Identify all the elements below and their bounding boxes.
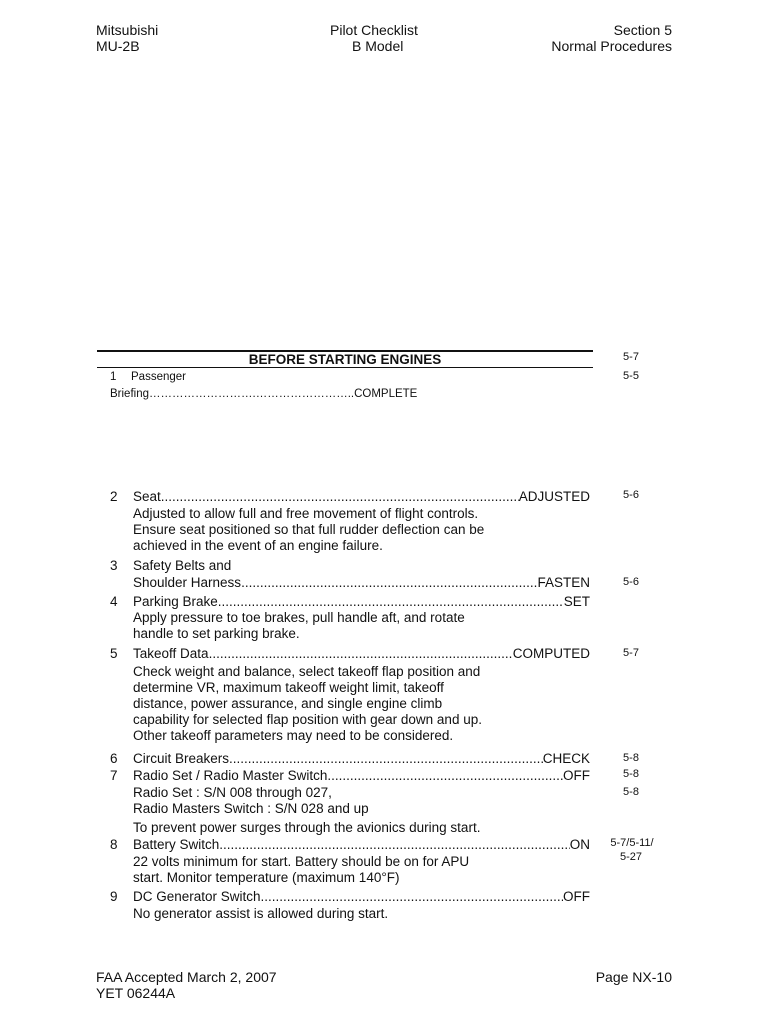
item1-label2: Briefing [110,388,149,400]
item3-number: 3 [110,558,118,573]
item2-note-2: Ensure seat positioned so that full rudder deflection can be [133,522,485,537]
item4-note-1: Apply pressure to toe brakes, pull handle aft, and rotate [133,610,465,625]
item3-label: Shoulder Harness [133,575,242,590]
item7-label: Radio Set / Radio Master Switch [133,768,328,783]
item8-note-2: start. Monitor temperature (maximum 140°F) [133,870,400,885]
header-manufacturer: Mitsubishi [96,22,159,38]
item7-leader-dots [327,768,563,784]
item7-ref: 5-8 [623,768,639,780]
item5-note-5: Other takeoff parameters may need to be considered. [133,728,454,743]
header-doc-subtitle: B Model [352,38,404,54]
item8-note-1: 22 volts minimum for start. Battery should be on for APU [133,854,470,869]
header-doc-title: Pilot Checklist [330,22,418,38]
item7-sub-ref: 5-8 [623,786,639,798]
item7-sub-1: Radio Set : S/N 008 through 027, [133,785,332,800]
item2-note-3: achieved in the event of an engine failure. [133,538,383,553]
item6-label: Circuit Breakers [133,751,230,766]
item2-label: Seat [133,489,161,504]
item3-ref: 5-6 [623,576,639,588]
header-section-title: Normal Procedures [551,38,672,54]
item5-number: 5 [110,646,118,661]
footer-page-number: Page NX-10 [595,969,672,985]
item3-value: FASTEN [537,575,590,590]
item2-note-1: Adjusted to allow full and free movement of flight controls. [133,506,479,521]
item5-label: Takeoff Data [133,646,209,661]
item8-ref-line2: 5-27 [619,851,643,863]
title-rule-bottom [97,367,593,368]
footer-doc-number: YET 06244A [96,985,176,1001]
item6-value: CHECK [542,751,590,766]
item4-leader-dots [218,594,564,610]
item3-row [133,575,590,591]
item6-number: 6 [110,751,118,766]
item7-row [133,768,590,784]
item8-row [133,837,590,853]
item1-dots: ……………………….…………………….. [149,388,355,400]
item5-note-3: distance, power assurance, and single engine climb [133,696,443,711]
item7-sub-2: Radio Masters Switch : S/N 028 and up [133,801,369,816]
item8-label: Battery Switch [133,837,220,852]
item2-leader-dots [161,489,519,505]
item2-ref: 5-6 [623,489,639,501]
item7-value: OFF [563,768,590,783]
item6-leader-dots [229,751,543,767]
item9-value: OFF [563,889,590,904]
item2-number: 2 [110,489,118,504]
item6-row [133,751,590,767]
item4-note-2: handle to set parking brake. [133,626,300,641]
item4-value: SET [563,594,590,609]
item1-label: Passenger [131,371,186,383]
item1-value: COMPLETE [354,388,418,400]
item8-number: 8 [110,837,118,852]
item8-ref-line1: 5-7/5-11/ [610,837,654,849]
item5-leader-dots [209,646,513,662]
item9-note-1: No generator assist is allowed during start. [133,906,389,921]
footer-approval: FAA Accepted March 2, 2007 [96,969,277,985]
item1-line2 [110,388,417,400]
item8-value: ON [569,837,590,852]
item9-leader-dots [261,889,563,905]
item6-ref: 5-8 [623,752,639,764]
item9-number: 9 [110,889,118,904]
item7-number: 7 [110,768,118,783]
item5-note-4: capability for selected flap position with gear down and up. [133,712,482,727]
item8-leader-dots [219,837,569,853]
item1-number: 1 [110,371,117,383]
item5-ref: 5-7 [623,647,639,659]
item5-note-2: determine VR, maximum takeoff weight limit, takeoff [133,680,444,695]
item4-label: Parking Brake [133,594,218,609]
section-title-ref: 5-7 [623,351,639,363]
item3-leader-dots [241,575,537,591]
header-section: Section 5 [613,22,672,38]
item9-label: DC Generator Switch [133,889,261,904]
item5-row [133,646,590,662]
item7-note-1: To prevent power surges through the avionics during start. [133,820,481,835]
item5-note-1: Check weight and balance, select takeoff flap position and [133,664,481,679]
item9-row [133,889,590,905]
header-model: MU-2B [96,38,140,54]
section-title: BEFORE STARTING ENGINES [248,352,442,367]
item4-number: 4 [110,594,118,609]
item5-value: COMPUTED [512,646,590,661]
item1-ref: 5-5 [623,370,639,382]
item3-label-line1: Safety Belts and [133,558,232,573]
item2-row [133,489,590,505]
item2-value: ADJUSTED [518,489,590,504]
item4-row [133,594,590,610]
